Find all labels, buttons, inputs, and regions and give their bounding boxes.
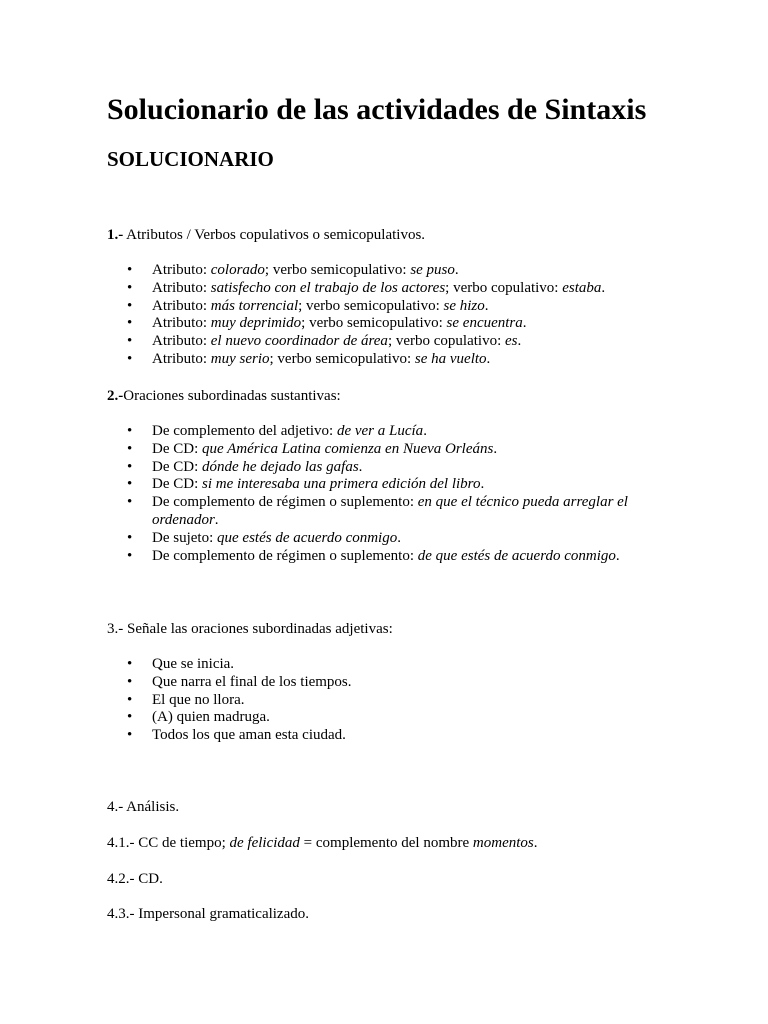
item-verb-label: ; verbo semicopulativo: — [298, 297, 444, 314]
list-item — [127, 280, 647, 298]
item-verb-label: ; verbo semicopulativo: — [301, 315, 447, 332]
bullet: • — [127, 440, 133, 457]
item-verb: estaba — [562, 279, 602, 296]
bullet: • — [127, 691, 133, 708]
italic-run: momentos — [472, 835, 534, 851]
bullet: • — [127, 423, 133, 439]
item-end: . — [615, 547, 620, 564]
item-verb-label: ; verbo semicopulativo: — [264, 262, 411, 278]
list-item — [127, 476, 647, 494]
page-subtitle: SOLUCIONARIO — [107, 147, 274, 171]
item-example: en que el técnico pueda arreglar el — [417, 494, 628, 511]
item-verb: se hizo — [443, 297, 485, 314]
bullet: • — [127, 494, 133, 511]
item-text: Que narra el final de los tiempos. — [152, 673, 352, 690]
item-end: . — [454, 262, 459, 278]
list-item — [127, 298, 647, 316]
bullet: • — [127, 547, 133, 564]
section-2-number: 2.- — [107, 388, 124, 404]
item-label: Atributo: — [152, 315, 211, 332]
section-3-list — [127, 656, 647, 745]
item-end: . — [484, 297, 489, 314]
list-item — [127, 441, 647, 459]
text-run: . — [533, 835, 538, 851]
section-1-heading — [107, 226, 425, 244]
page-title: Solucionario de las actividades de Sintaxis — [107, 93, 647, 126]
item-end: . — [480, 476, 485, 493]
item-attribute: muy deprimido — [210, 315, 302, 332]
bullet: • — [127, 315, 133, 332]
section-3-heading: 3.- Señale las oraciones subordinadas adjetivas: — [107, 621, 393, 637]
list-item — [127, 530, 647, 548]
item-label: De complemento del adjetivo: — [152, 423, 337, 439]
section-4-2-paragraph: 4.2.- CD. — [107, 871, 163, 887]
item-text: El que no llora. — [152, 691, 245, 708]
bullet: • — [127, 279, 133, 296]
item-end: . — [486, 350, 491, 367]
item-label: De CD: — [152, 476, 202, 493]
bullet: • — [127, 297, 133, 314]
list-item — [127, 351, 647, 369]
item-end: . — [358, 458, 363, 475]
item-verb-label: ; verbo semicopulativo: — [269, 350, 415, 367]
item-label: Atributo: — [152, 350, 211, 367]
item-example: de ver a Lucía — [336, 423, 424, 439]
item-attribute: más torrencial — [210, 297, 299, 314]
item-verb: se ha vuelto — [414, 350, 487, 367]
item-label: De complemento de régimen o suplemento: — [152, 494, 418, 511]
item-text: (A) quien madruga. — [152, 709, 270, 726]
bullet: • — [127, 656, 133, 672]
item-end: . — [493, 440, 498, 457]
item-example: de que estés de acuerdo conmigo — [417, 547, 616, 564]
item-label: Atributo: — [152, 297, 211, 314]
section-4-heading: 4.- Análisis. — [107, 799, 180, 815]
list-item — [127, 692, 647, 710]
list-item — [127, 333, 647, 351]
item-example-continued: ordenador — [152, 511, 215, 528]
item-attribute: muy serio — [210, 350, 270, 367]
item-example: si me interesaba una primera edición del libro — [202, 476, 481, 493]
item-label: De complemento de régimen o suplemento: — [152, 547, 418, 564]
bullet: • — [127, 476, 133, 493]
list-item — [127, 674, 647, 692]
list-item — [127, 262, 647, 280]
item-label: De CD: — [152, 440, 202, 457]
list-item — [127, 656, 647, 674]
bullet: • — [127, 350, 133, 367]
list-item — [127, 494, 647, 530]
bullet: • — [127, 709, 133, 726]
bullet: • — [127, 529, 133, 546]
item-end: . — [517, 333, 522, 350]
text-run: 4.1.- CC de tiempo; — [107, 835, 230, 851]
item-label: Atributo: — [152, 262, 211, 278]
item-attribute: colorado — [210, 262, 265, 278]
item-end: . — [423, 423, 427, 439]
section-1-number: 1.- — [107, 227, 124, 243]
item-attribute: el nuevo coordinador de área — [210, 333, 388, 350]
list-item — [127, 709, 647, 727]
item-example: que América Latina comienza en Nueva Orleáns — [202, 440, 494, 457]
list-item — [127, 727, 647, 745]
item-attribute: satisfecho con el trabajo de los actores — [210, 279, 446, 296]
bullet: • — [127, 333, 133, 350]
bullet: • — [127, 673, 133, 690]
bullet: • — [127, 458, 133, 475]
section-1-list — [127, 262, 647, 369]
item-label: De sujeto: — [152, 529, 217, 546]
item-verb-label: ; verbo copulativo: — [387, 333, 505, 350]
list-item — [127, 423, 647, 441]
item-example: que estés de acuerdo conmigo — [217, 529, 398, 546]
item-verb: es — [505, 333, 518, 350]
list-item — [127, 548, 647, 566]
text-run: = complemento del nombre — [299, 835, 473, 851]
item-end: . — [601, 279, 606, 296]
section-4-3-paragraph: 4.3.- Impersonal gramaticalizado. — [107, 906, 310, 922]
item-verb: se encuentra — [446, 315, 523, 332]
section-2-heading-text: Oraciones subordinadas sustantivas: — [123, 388, 341, 404]
item-end: . — [214, 511, 219, 528]
item-example: dónde he dejado las gafas — [202, 458, 359, 475]
bullet: • — [127, 262, 133, 278]
item-text: Que se inicia. — [152, 656, 235, 672]
item-verb-label: ; verbo copulativo: — [445, 279, 563, 296]
section-1-heading-text: Atributos / Verbos copulativos o semicopulativos. — [123, 227, 426, 243]
list-item — [127, 459, 647, 477]
item-verb: se puso — [410, 262, 455, 278]
list-item — [127, 315, 647, 333]
item-label: Atributo: — [152, 279, 211, 296]
bullet: • — [127, 727, 133, 744]
item-label: Atributo: — [152, 333, 211, 350]
italic-run: de felicidad — [229, 835, 300, 851]
item-end: . — [522, 315, 527, 332]
section-2-heading — [107, 387, 341, 405]
section-2-list — [127, 423, 647, 565]
section-4-1-paragraph — [107, 834, 537, 852]
item-end: . — [397, 529, 401, 546]
item-text: Todos los que aman esta ciudad. — [152, 727, 346, 744]
item-label: De CD: — [152, 458, 202, 475]
